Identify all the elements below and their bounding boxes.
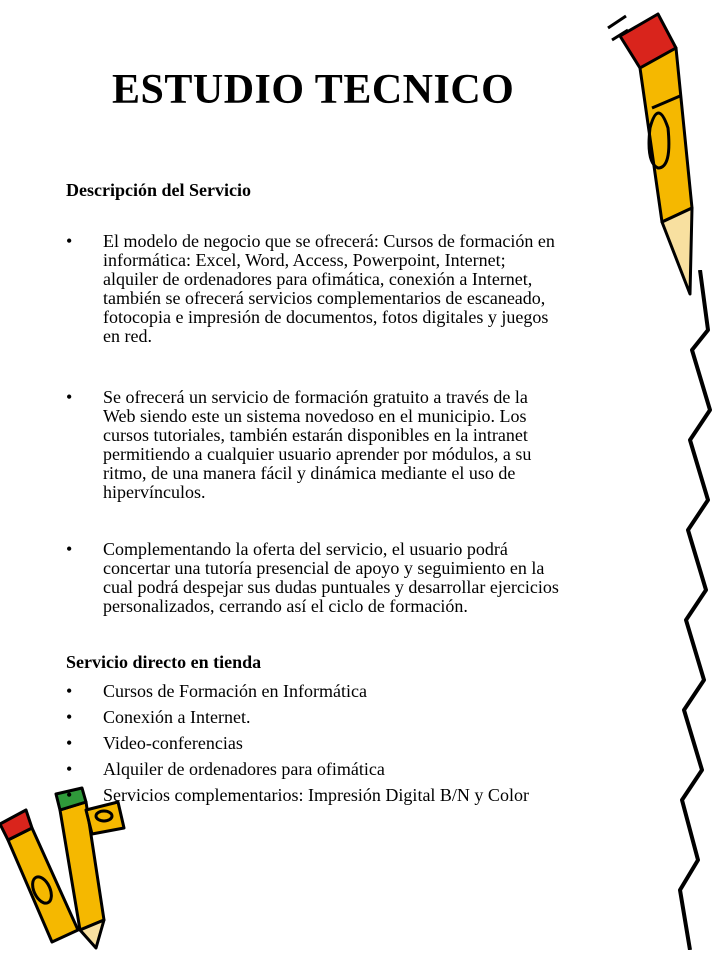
section-heading-descripcion: Descripción del Servicio	[66, 180, 251, 200]
list-item: • Conexión a Internet.	[66, 704, 656, 730]
bullet-icon: •	[66, 231, 73, 251]
bullet-paragraph-1: • El modelo de negocio que se ofrecerá: Cursos de formación en informática: Excel, Word, Access, Powerpoint, Internet; alquiler de ordenadores para ofimática, conexión a Internet, también se ofrecerá servicios complementarios de escaneado, fotocopia e impresión de documentos, fotos digitales y juegos en red.	[66, 231, 555, 346]
squiggle-line-right-icon	[670, 270, 720, 950]
bullet-paragraph-2: • Se ofrecerá un servicio de formación gratuito a través de la Web siendo este un sistema novedoso en el municipio. Los cursos tutoriales, también estarán disponibles en la intranet permitiendo a cualquier usuario aprender por módulos, a su ritmo, de una manera fácil y dinámica mediante el uso de hipervínculos.	[66, 387, 532, 502]
bullet-icon: •	[66, 707, 73, 727]
bullet-icon: •	[66, 387, 73, 407]
bullet-icon: •	[66, 681, 73, 701]
list-item: • Alquiler de ordenadores para ofimática	[66, 756, 656, 782]
bullet-paragraph-3: • Complementando la oferta del servicio, el usuario podrá concertar una tutoría presencial de apoyo y seguimiento en la cual podrá despejar sus dudas puntuales y desarrollar ejercicios personalizados, cerrando así el ciclo de formación.	[66, 539, 559, 616]
section-heading-servicio-directo: Servicio directo en tienda	[66, 652, 262, 672]
bullet-icon: •	[66, 759, 73, 779]
bullet-icon: •	[66, 539, 73, 559]
bullet-icon: •	[66, 733, 73, 753]
list-item: • Cursos de Formación en Informática	[66, 678, 656, 704]
list-item: • Servicios complementarios: Impresión Digital B/N y Color	[66, 782, 656, 808]
bullet-icon: •	[66, 785, 73, 805]
service-list	[66, 678, 656, 808]
page-title: ESTUDIO TECNICO	[112, 67, 515, 113]
list-item: • Video-conferencias	[66, 730, 656, 756]
